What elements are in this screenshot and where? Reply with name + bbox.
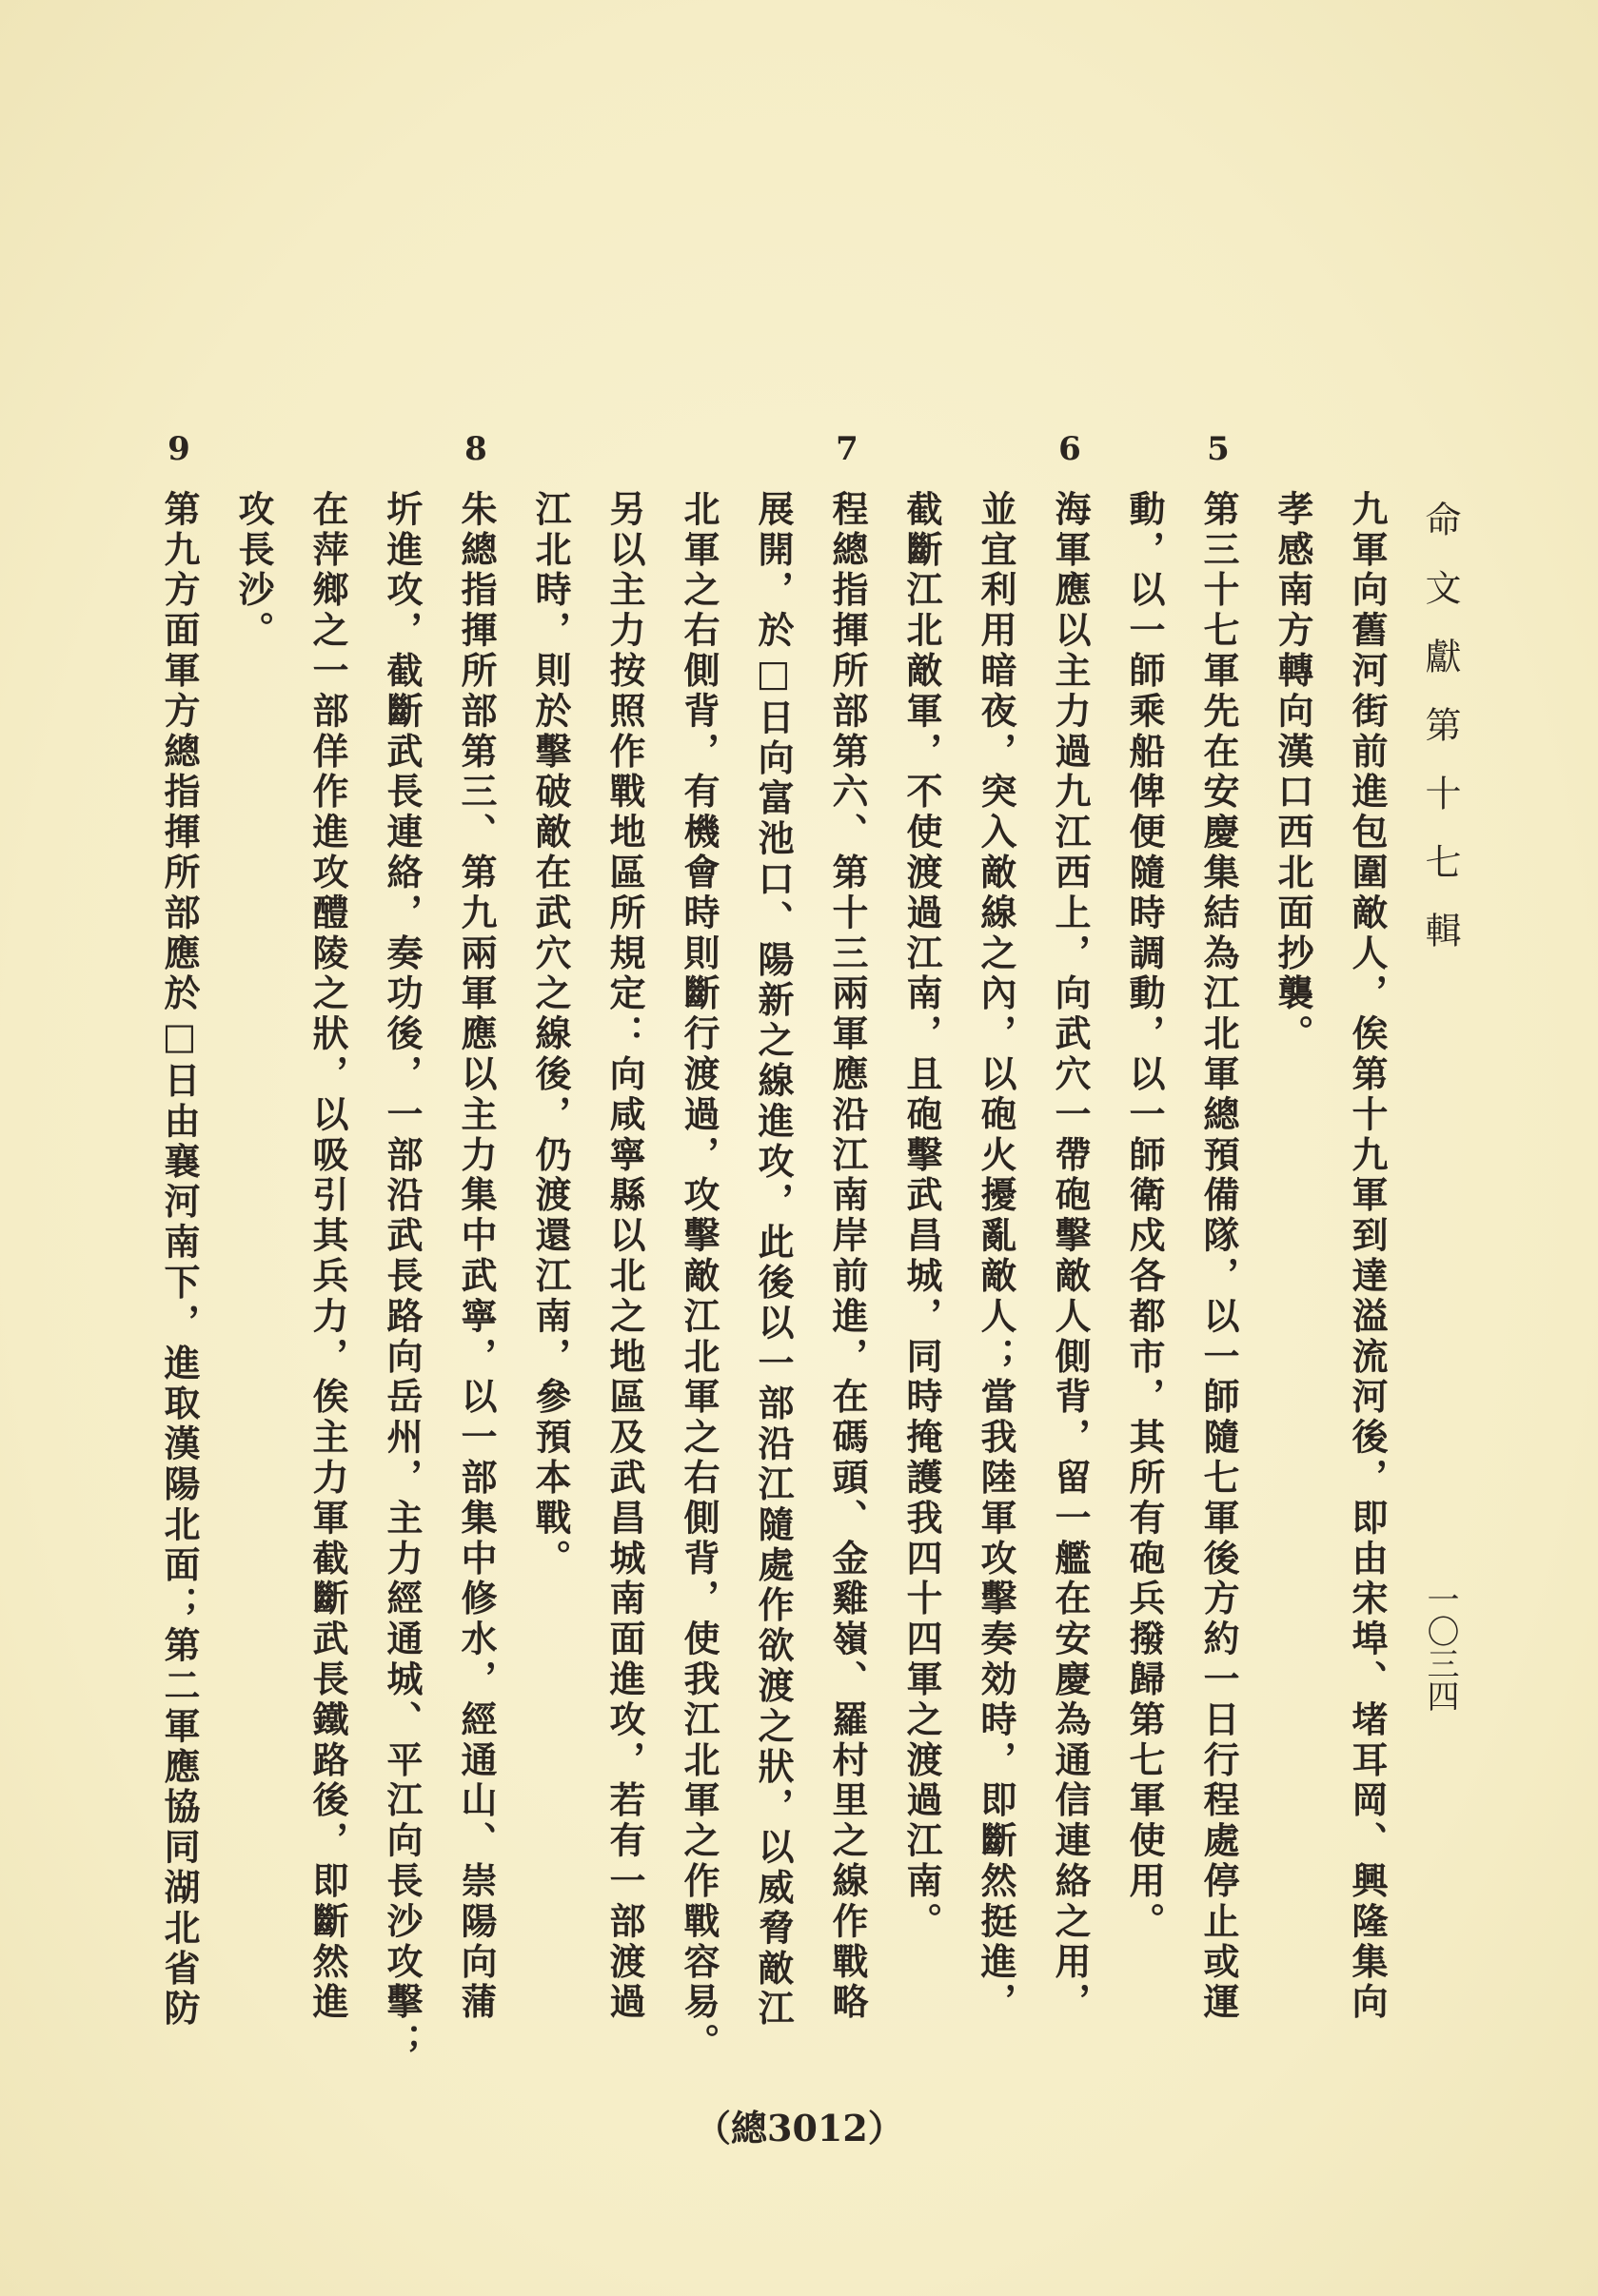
text-column-6: 並宜利用暗夜，突入敵線之內，以砲火擾亂敵人；當我陸軍攻擊奏効時，即斷然挺進， bbox=[975, 490, 1017, 2024]
item-number-7: 7 bbox=[836, 430, 858, 468]
page-code-footer: （總3012） bbox=[695, 2107, 904, 2149]
text-column-16: 攻長沙。 bbox=[232, 490, 275, 652]
item-number-5: 5 bbox=[1207, 430, 1230, 468]
text-column-8: 程總指揮所部第六、第十三兩軍應沿江南岸前進，在碼頭、金雞嶺、羅村里之線作戰略 bbox=[826, 490, 869, 2024]
text-column-12: 江北時，則於擊破敵在武穴之線後，仍渡還江南，參預本戰。 bbox=[529, 490, 572, 1580]
text-column-3: 第三十七軍先在安慶集結為江北軍總預備隊，以一師隨七軍後方約一日行程處停止或運 bbox=[1197, 490, 1240, 2024]
text-column-4: 動，以一師乘船俾便隨時調動，以一師衛戍各都市，其所有砲兵撥歸第七軍使用。 bbox=[1123, 490, 1166, 1943]
text-column-1: 九軍向舊河街前進包圍敵人，俟第十九軍到達溢流河後，即由宋埠、堵耳岡、興隆集向 bbox=[1346, 490, 1389, 2024]
text-column-10: 北軍之右側背，有機會時則斷行渡過，攻擊敵江北軍之右側背，使我江北軍之作戰容易。 bbox=[678, 490, 720, 2064]
item-number-6: 6 bbox=[1058, 430, 1081, 468]
text-column-14: 圻進攻，截斷武長連絡，奏功後，一部沿武長路向岳州，主力經通城、平江向長沙攻擊； bbox=[381, 490, 424, 2064]
text-column-17: 第九方面軍方總指揮所部應於□日由襄河南下，進取漢陽北面；第二軍應協同湖北省防 bbox=[158, 490, 201, 2031]
page-number: 一〇三四 bbox=[1421, 1582, 1459, 1712]
text-column-2: 孝感南方轉向漢口西北面抄襲。 bbox=[1272, 490, 1314, 1055]
item-number-9: 9 bbox=[168, 430, 190, 468]
text-column-15: 在萍鄉之一部佯作進攻醴陵之狀，以吸引其兵力，俟主力軍截斷武長鐵路後，即斷然進 bbox=[306, 490, 349, 2024]
item-number-8: 8 bbox=[464, 430, 487, 468]
text-column-9: 展開，於□日向富池口、陽新之線進攻，此後以一部沿江隨處作欲渡之狀，以威脅敵江 bbox=[752, 490, 795, 2031]
text-column-7: 截斷江北敵軍，不使渡過江南，且砲擊武昌城，同時掩護我四十四軍之渡過江南。 bbox=[900, 490, 943, 1943]
text-column-11: 另以主力按照作戰地區所規定：向咸寧縣以北之地區及武昌城南面進攻，若有一部渡過 bbox=[603, 490, 646, 2024]
text-column-5: 海軍應以主力過九江西上，向武穴一帶砲擊敵人側背，留一艦在安慶為通信連絡之用， bbox=[1049, 490, 1092, 2024]
running-header-title: 命文獻第十七輯 bbox=[1419, 500, 1461, 980]
text-column-13: 朱總指揮所部第三、第九兩軍應以主力集中武寧，以一部集中修水，經通山、崇陽向蒲 bbox=[455, 490, 498, 2024]
